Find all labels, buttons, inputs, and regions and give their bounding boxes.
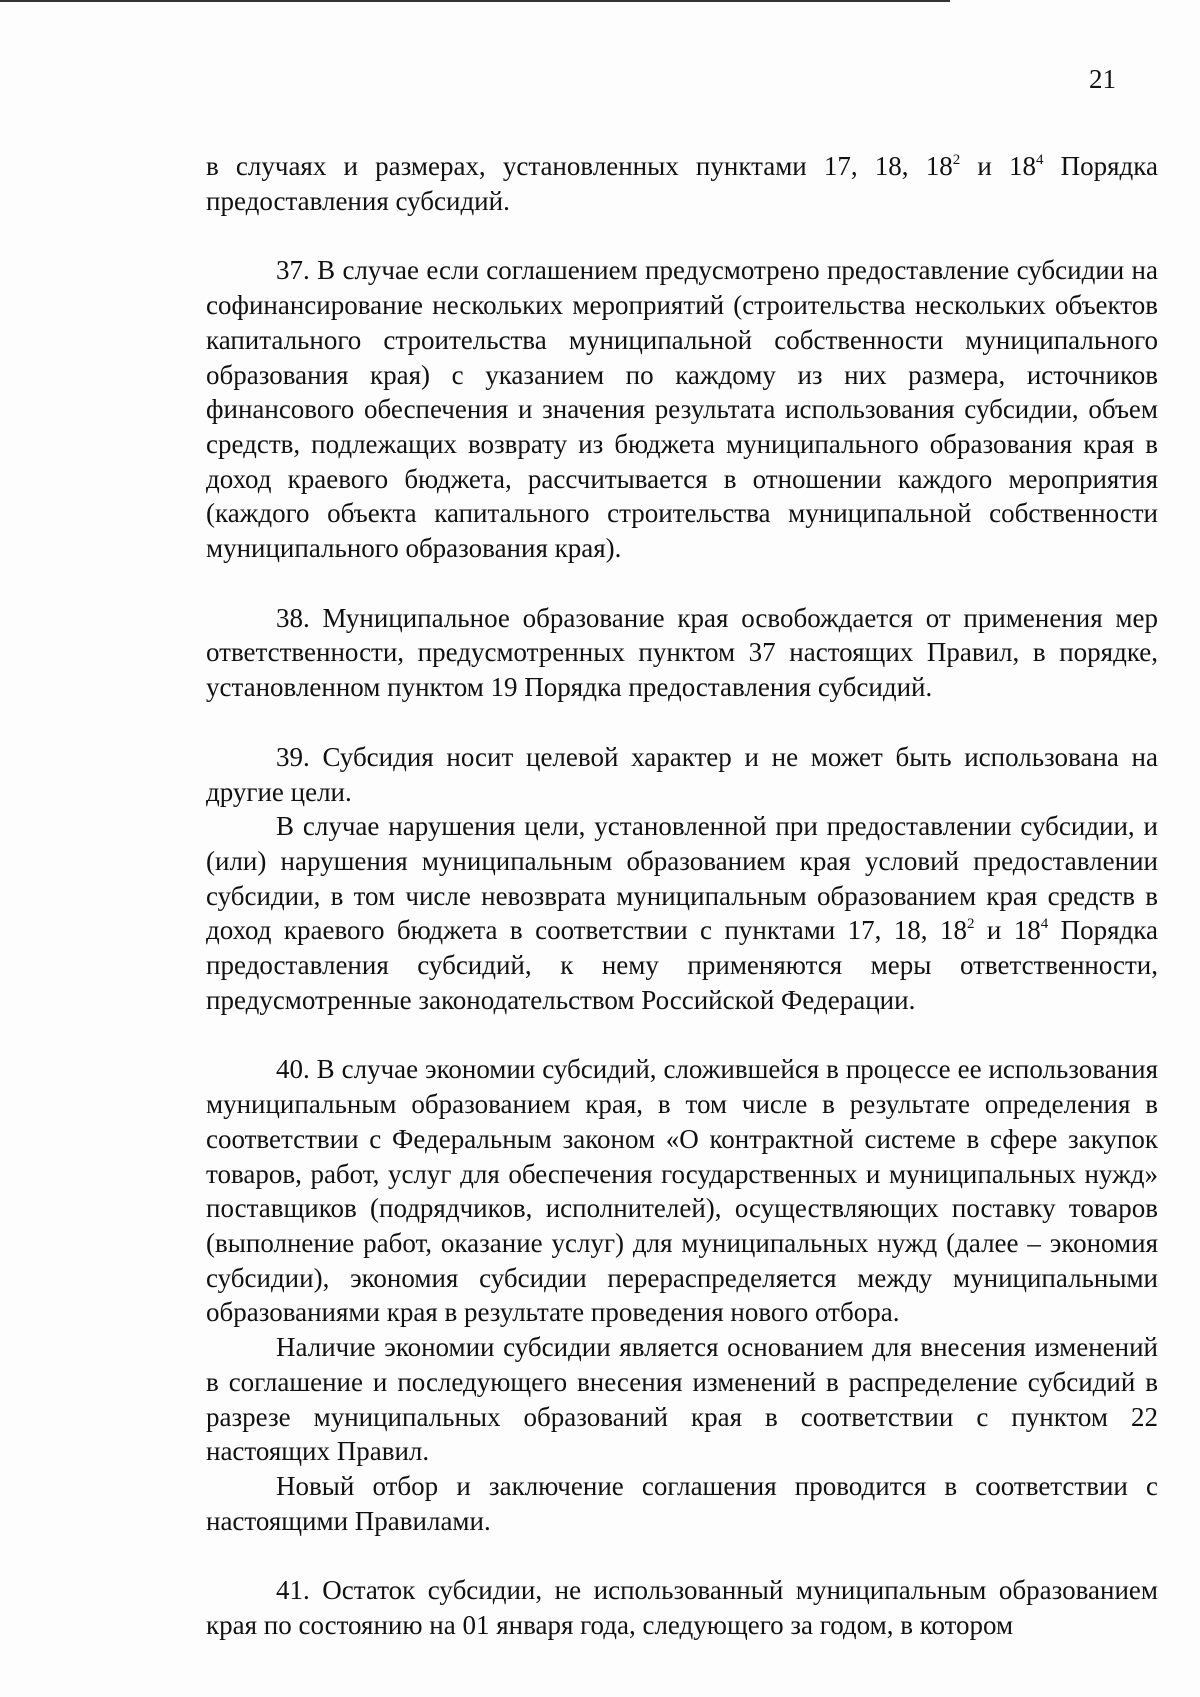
paragraph-text: и 18 <box>960 151 1036 181</box>
paragraph-38: 38. Муниципальное образование края освобождается от применения мер ответственности, предусмотренных пунктом 37 настоящих Правил, в порядке, установленном пунктом 19 Порядка предоставления субсидий. <box>206 602 1158 703</box>
paragraph-40-continued-2: Новый отбор и заключение соглашения проводится в соответствии с настоящими Правилами. <box>206 1470 1158 1536</box>
document-body <box>206 149 1158 1643</box>
paragraph-39: 39. Субсидия носит целевой характер и не может быть использована на другие цели. <box>206 741 1158 807</box>
top-rule <box>0 0 950 2</box>
paragraph-text: в случаях и размерах, установленных пунктами 17, 18, 18 <box>206 151 953 181</box>
page-number: 21 <box>1089 64 1116 94</box>
superscript: 4 <box>1035 152 1044 168</box>
paragraph-37: 37. В случае если соглашением предусмотрено предоставление субсидии на софинансирование нескольких мероприятий (строительства нескольких объектов капитального строительства муниципальной собственности муниципального образования края) с указанием по каждому из них размера, источников финансового обеспечения и значения результата использования субсидии, объем средств, подлежащих возврату из бюджета муниципального образования края в доход краевого бюджета, рассчитывается в отношении каждого мероприятия (каждого объекта капитального строительства муниципальной собственности муниципального образования края). <box>206 255 1158 564</box>
paragraph-40-continued: Наличие экономии субсидии является основанием для внесения изменений в соглашение и последующего внесения изменений в распределение субсидий в разрезе муниципальных образований края в соответствии с пунктом 22 настоящих Правил. <box>206 1332 1158 1467</box>
paragraph-text: Порядка предоставления субсидий. <box>206 151 1158 216</box>
paragraph-text: В случае нарушения цели, установленной при предоставлении субсидии, и (или) нарушения муниципальным образованием края условий предоставлении субсидии, в том числе невозврата муниципальным образованием края средств в доход краевого бюджета в соответствии с пунктами 17, 18, 18 <box>206 811 1158 946</box>
paragraph-40: 40. В случае экономии субсидий, сложившейся в процессе ее использования муниципальным образованием края, в том числе в результате определения в соответствии с Федеральным законом «О контрактной системе в сфере закупок товаров, работ, услуг для обеспечения государственных и муниципальных нужд» поставщиков (подрядчиков, исполнителей), осуществляющих поставку товаров (выполнение работ, оказание услуг) для муниципальных нужд (далее – экономия субсидии), экономия субсидии перераспределяется между муниципальными образованиями края в результате проведения нового отбора. <box>206 1054 1158 1328</box>
superscript: 4 <box>1040 916 1049 933</box>
paragraph-41: 41. Остаток субсидии, не использованный муниципальным образованием края по состоянию на 01 января года, следующего за годом, в котором <box>206 1575 1158 1641</box>
paragraph-text: и 18 <box>974 915 1041 946</box>
superscript: 2 <box>952 152 961 168</box>
superscript: 2 <box>966 916 975 933</box>
paragraph-39-continued <box>206 809 1158 1017</box>
paragraph-carryover <box>206 149 1158 218</box>
paragraph-text: Порядка предоставления субсидий, к нему применяются меры ответственности, предусмотренные законодательством Российской Федерации. <box>206 915 1158 1015</box>
